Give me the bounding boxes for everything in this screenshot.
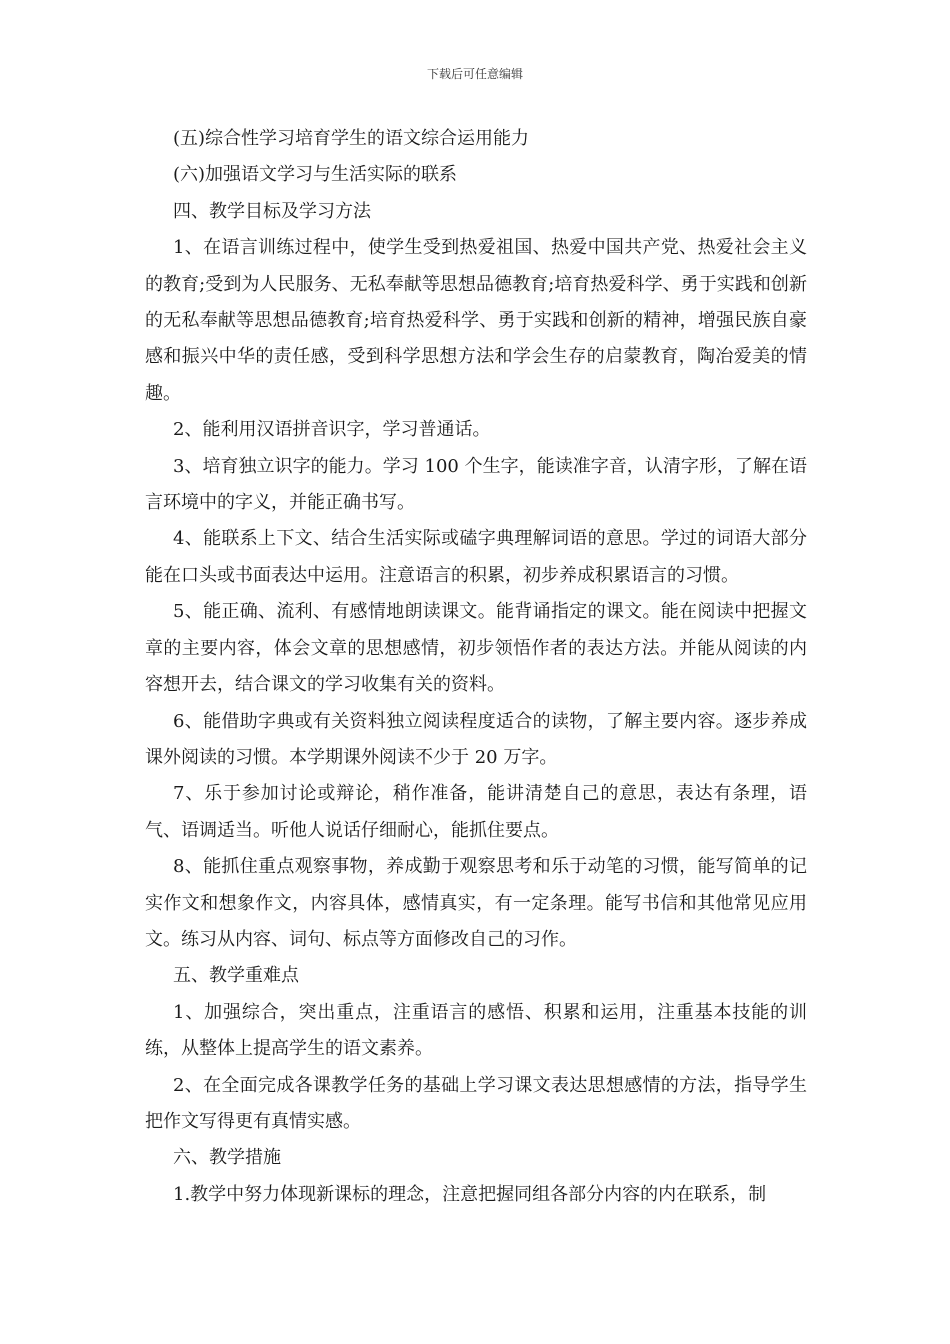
section-heading: 四、教学目标及学习方法	[173, 200, 371, 222]
section-heading: 六、教学措施	[173, 1147, 281, 1169]
paragraph: 8、能抓住重点观察事物，养成勤于观察思考和乐于动笔的习惯，能写简单的记实作文和想象作文，内容具体，感情真实，有一定条理。能写书信和其他常见应用文。练习从内容、词句、标点等方面修改自己的习作。	[145, 856, 807, 950]
page-header: 下载后可任意编辑	[426, 67, 523, 81]
paragraph: 2、能利用汉语拼音识字，学习普通话。	[173, 419, 491, 441]
paragraph: 1、加强综合，突出重点，注重语言的感悟、积累和运用，注重基本技能的训练，从整体上提高学生的语文素养。	[145, 1001, 807, 1060]
paragraph: 3、培育独立识字的能力。学习 100 个生字，能读准字音，认清字形，了解在语言环境中的字义，并能正确书写。	[145, 455, 807, 514]
paragraph: 6、能借助字典或有关资料独立阅读程度适合的读物，了解主要内容。逐步养成课外阅读的习惯。本学期课外阅读不少于 20 万字。	[145, 710, 807, 768]
paragraph: (五)综合性学习培育学生的语文综合运用能力	[173, 128, 530, 149]
paragraph: 7、乐于参加讨论或辩论，稍作准备，能讲清楚自己的意思，表达有条理，语气、语调适当。听他人说话仔细耐心，能抓住要点。	[145, 783, 807, 841]
paragraph: (六)加强语文学习与生活实际的联系	[173, 164, 458, 186]
paragraph: 1.教学中努力体现新课标的理念，注意把握同组各部分内容的内在联系，制	[173, 1183, 767, 1205]
section-heading: 五、教学重难点	[173, 965, 299, 987]
paragraph: 5、能正确、流利、有感情地朗读课文。能背诵指定的课文。能在阅读中把握文章的主要内容，体会文章的思想感情，初步领悟作者的表达方法。并能从阅读的内容想开去，结合课文的学习收集有关的资料。	[145, 601, 807, 696]
document-body	[145, 121, 807, 1213]
paragraph: 4、能联系上下文、结合生活实际或磕字典理解词语的意思。学过的词语大部分能在口头或书面表达中运用。注意语言的积累，初步养成积累语言的习惯。	[145, 528, 807, 586]
paragraph: 2、在全面完成各课教学任务的基础上学习课文表达思想感情的方法，指导学生把作文写得更有真情实感。	[145, 1074, 807, 1132]
paragraph: 1、在语言训练过程中，使学生受到热爱祖国、热爱中国共产党、热爱社会主义的教育;受到为人民服务、无私奉献等思想品德教育;培育热爱科学、勇于实践和创新的无私奉献等思想品德教育;培育热爱科学、勇于实践和创新的精神，增强民族自豪感和振兴中华的责任感，受到科学思想方法和学会生存的启蒙教育，陶冶爱美的情趣。	[145, 237, 807, 404]
